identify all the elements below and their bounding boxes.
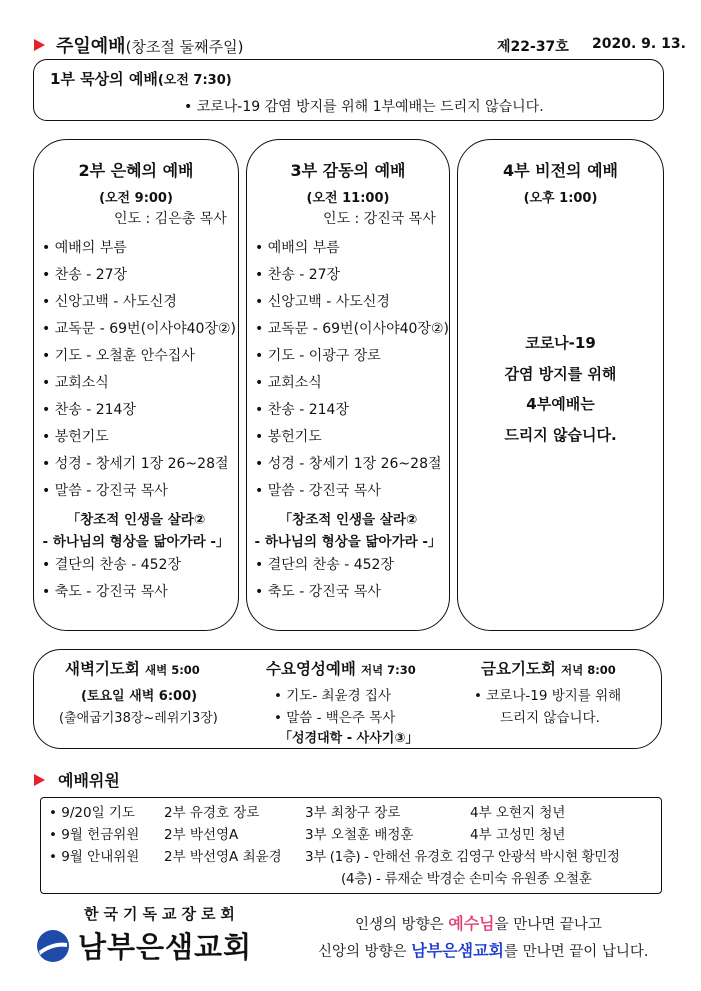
issue-number: 제22-37호	[497, 39, 569, 55]
list-item: • 축도 - 강진국 목사	[255, 579, 394, 606]
committee-row: • 9월 헌금위원 2부 박선영A 3부 오철훈 배정훈 4부 고성민 청년	[49, 827, 566, 843]
service3-leader: 인도 : 강진국 목사	[323, 211, 436, 227]
dawn-saturday: (토요일 새벽 6:00)	[81, 689, 198, 704]
issue-date: 2020. 9. 13.	[592, 36, 686, 52]
friday-heading: 금요기도회 저녁 8:00	[481, 660, 616, 678]
wednesday-sermon: • 말씀 - 백은주 목사	[274, 710, 396, 726]
list-item: • 찬송 - 27장	[255, 262, 449, 289]
service2-box	[33, 139, 239, 631]
committee-box	[40, 797, 662, 894]
denomination-name: 한국기독교장로회	[84, 905, 240, 923]
list-item: • 교회소식	[255, 370, 449, 397]
wednesday-prayer: • 기도- 최윤경 집사	[274, 688, 392, 704]
service2-time: (오전 9:00)	[99, 191, 173, 206]
service3-box	[246, 139, 450, 631]
list-item: • 성경 - 창세기 1장 26~28절	[42, 451, 236, 478]
list-item: • 결단의 찬송 - 452장	[255, 552, 394, 579]
service2-title: 2부 은혜의 예배	[78, 161, 194, 180]
list-item: • 찬송 - 27장	[42, 262, 236, 289]
list-item: • 봉헌기도	[42, 424, 236, 451]
section-marker-icon	[34, 774, 45, 786]
list-item: • 예배의 부름	[255, 235, 449, 262]
service4-box	[457, 139, 664, 631]
list-item: • 축도 - 강진국 목사	[42, 579, 181, 606]
service2-sermon-title: 「창조적 인생을 살라② - 하나님의 형상을 닮아가라 -」	[42, 512, 230, 550]
friday-line2: 드리지 않습니다.	[500, 710, 600, 726]
dawn-heading: 새벽기도회 새벽 5:00	[65, 660, 200, 678]
list-item: • 봉헌기도	[255, 424, 449, 451]
service3-order	[255, 235, 449, 505]
motto-line1: 인생의 방향은 예수님을 만나면 끝나고	[355, 914, 602, 933]
list-item: • 교독문 - 69번(이사야40장②)	[255, 316, 449, 343]
friday-line1: • 코로나-19 방지를 위해	[474, 688, 622, 704]
list-item: • 기도 - 오철훈 안수집사	[42, 343, 236, 370]
list-item: • 말씀 - 강진국 목사	[255, 478, 449, 505]
weekday-box	[33, 649, 662, 749]
page-title: 주일예배(창조절 둘째주일)	[56, 36, 244, 57]
service2-order	[42, 235, 236, 505]
service3-order-after	[255, 552, 394, 606]
service2-leader: 인도 : 김은총 목사	[114, 211, 227, 227]
list-item: • 교독문 - 69번(이사야40장②)	[42, 316, 236, 343]
service1-box	[33, 59, 664, 121]
service3-title: 3부 감동의 예배	[290, 161, 406, 180]
wednesday-series: 「성경대학 - 사사기③」	[279, 731, 419, 746]
committee-row: • 9/20일 기도 2부 유경호 장로 3부 최창구 장로 4부 오현지 청년	[49, 805, 566, 821]
dawn-text: (출애굽기38장~레위기3장)	[59, 711, 218, 726]
section-marker-icon	[34, 39, 45, 51]
list-item: • 예배의 부름	[42, 235, 236, 262]
committee-heading: 예배위원	[58, 771, 120, 790]
committee-row: • 9월 안내위원 2부 박선영A 최윤경 3부 (1층) - 안해선 유경호 김영구 안광석 박시현 황민정	[49, 849, 620, 865]
service3-time: (오전 11:00)	[306, 191, 390, 206]
service2-order-after	[42, 552, 181, 606]
service4-notice: 코로나-19 감염 방지를 위해 4부예배는 드리지 않습니다.	[504, 334, 617, 444]
service4-title: 4부 비전의 예배	[502, 161, 618, 180]
wednesday-heading: 수요영성예배 저녁 7:30	[266, 660, 416, 678]
service4-time: (오후 1:00)	[523, 191, 598, 206]
list-item: • 신앙고백 - 사도신경	[42, 289, 236, 316]
list-item: • 결단의 찬송 - 452장	[42, 552, 181, 579]
list-item: • 말씀 - 강진국 목사	[42, 478, 236, 505]
service1-note: • 코로나-19 감염 방지를 위해 1부예배는 드리지 않습니다.	[184, 99, 544, 115]
list-item: • 성경 - 창세기 1장 26~28절	[255, 451, 449, 478]
church-name: 남부은샘교회	[78, 930, 253, 964]
committee-row-extra: (4층) - 류재순 박경순 손미숙 유원종 오철훈	[341, 871, 592, 887]
list-item: • 신앙고백 - 사도신경	[255, 289, 449, 316]
service3-sermon-title: 「창조적 인생을 살라② - 하나님의 형상을 닮아가라 -」	[254, 512, 442, 550]
service1-heading: 1부 묵상의 예배(오전 7:30)	[50, 70, 232, 88]
motto-line2: 신앙의 방향은 남부은샘교회를 만나면 끝이 납니다.	[318, 941, 649, 960]
list-item: • 교회소식	[42, 370, 236, 397]
church-logo-icon	[36, 929, 70, 963]
list-item: • 찬송 - 214장	[42, 397, 236, 424]
list-item: • 기도 - 이광구 장로	[255, 343, 449, 370]
list-item: • 찬송 - 214장	[255, 397, 449, 424]
